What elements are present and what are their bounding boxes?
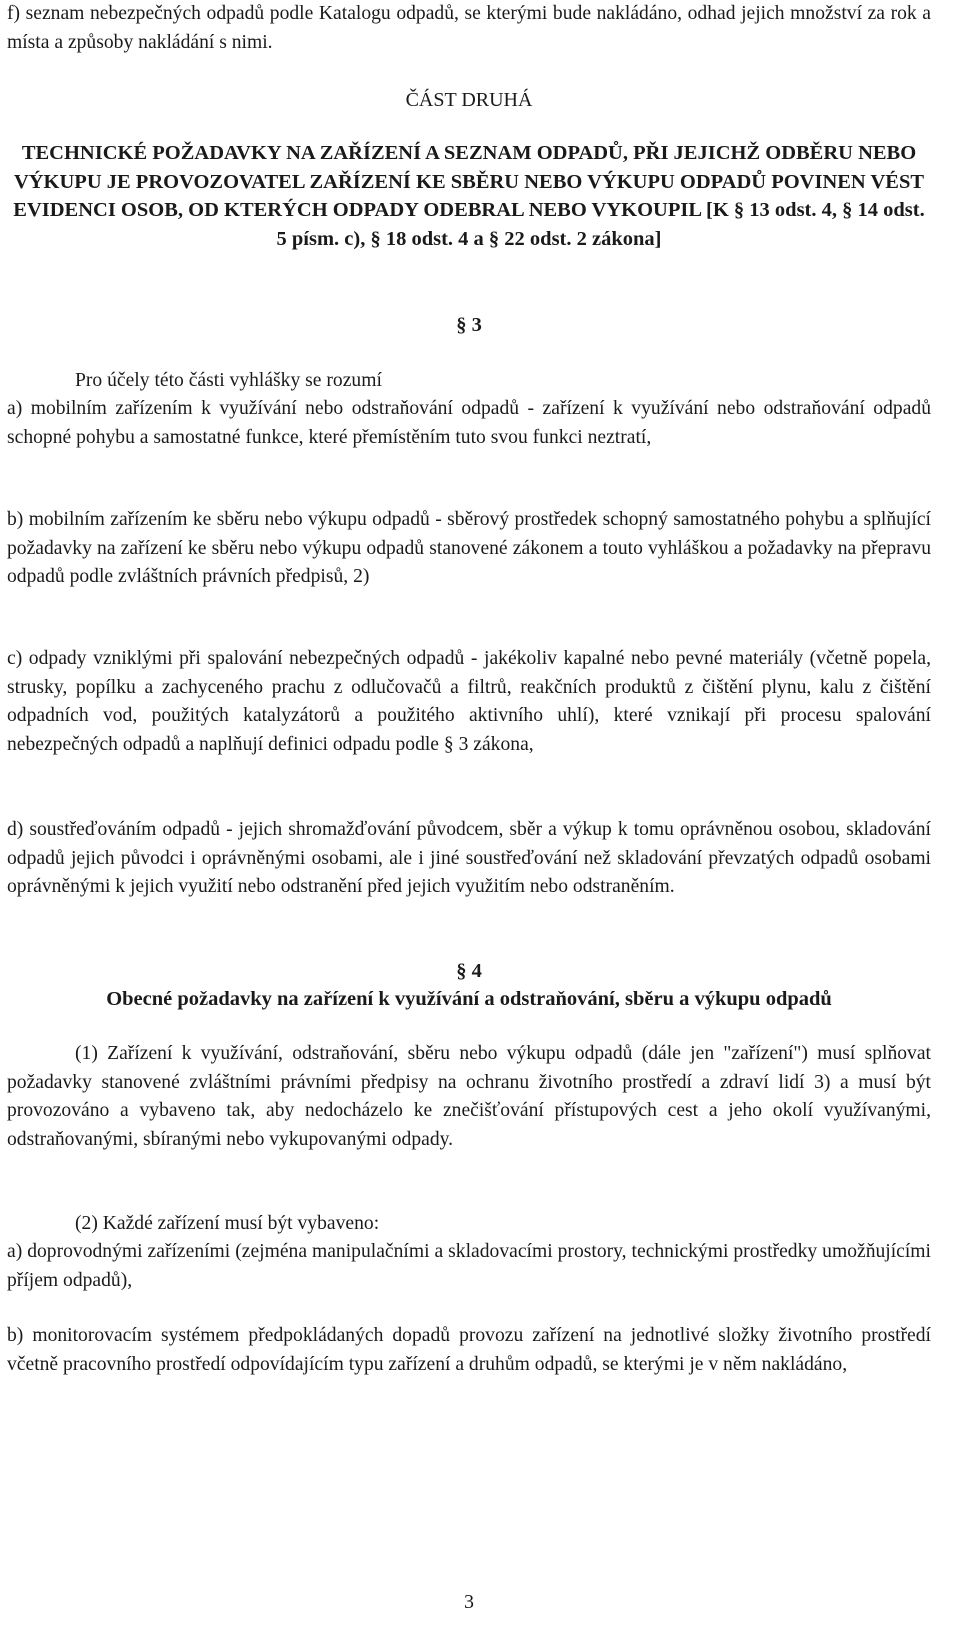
section-4-number: § 4	[456, 960, 482, 982]
part-heading: ČÁST DRUHÁ	[405, 89, 533, 111]
section-4-paragraph-2-item-b: b) monitorovacím systémem předpokládaných dopadů provozu zařízení na jednotlivé složky životního prostředí včetně pracovního prostředí odpovídajícím typu zařízení a druhům odpadů, se kterými je v něm nakládáno,	[7, 1325, 931, 1375]
intro-paragraph: f) seznam nebezpečných odpadů podle Katalogu odpadů, se kterými bude nakládáno, odhad jejich množství za rok a místa a způsoby nakládání s nimi.	[7, 3, 931, 53]
section-4-paragraph-2-item-a: a) doprovodnými zařízeními (zejména manipulačními a skladovacími prostory, technickými prostředky umožňujícími příjem odpadů),	[7, 1241, 931, 1291]
part-title: TECHNICKÉ POŽADAVKY NA ZAŘÍZENÍ A SEZNAM ODPADŮ, PŘI JEJICHŽ ODBĚRU NEBO VÝKUPU JE PROVOZOVATEL ZAŘÍZENÍ KE SBĚRU NEBO VÝKUPU ODPADŮ POVINEN VÉST EVIDENCI OSOB, OD KTERÝCH ODPADY ODEBRAL NEBO VYKOUPIL [K § 13 odst. 4, § 14 odst. 5 písm. c), § 18 odst. 4 a § 22 odst. 2 zákona]	[13, 142, 925, 250]
section-3-number: § 3	[456, 314, 482, 336]
section-3-item-d: d) soustřeďováním odpadů - jejich shromažďování původcem, sběr a výkup k tomu oprávněnou osobou, skladování odpadů jejich původci i oprávněnými osobami, ale i jiné soustřeďování než skladování převzatých odpadů osobami oprávněnými k jejich využití nebo odstranění před jejich využitím nebo odstraněním.	[7, 819, 931, 897]
section-4-paragraph-2-intro: (2) Každé zařízení musí být vybaveno:	[75, 1213, 380, 1234]
section-3-item-b: b) mobilním zařízením ke sběru nebo výkupu odpadů - sběrový prostředek schopný samostatného pohybu a splňující požadavky na zařízení ke sběru nebo výkupu odpadů stanovené zákonem a touto vyhláškou a požadavky na přepravu odpadů podle zvláštních právních předpisů, 2)	[7, 509, 931, 587]
section-3-item-a: a) mobilním zařízením k využívání nebo odstraňování odpadů - zařízení k využívání nebo odstraňování odpadů schopné pohybu a samostatné funkce, které přemístěním tuto svou funkci neztratí,	[7, 398, 931, 448]
section-3-intro: Pro účely této části vyhlášky se rozumí	[75, 370, 382, 391]
section-4-paragraph-1: (1) Zařízení k využívání, odstraňování, sběru nebo výkupu odpadů (dále jen "zařízení") musí splňovat požadavky stanovené zvláštními právními předpisy na ochranu životního prostředí a zdraví lidí 3) a musí být provozováno a vybaveno tak, aby nedocházelo ke znečišťování přístupových cest a jeho okolí využívanými, odstraňovanými, sbíranými nebo vykupovanými odpady.	[7, 1043, 931, 1150]
section-4-title: Obecné požadavky na zařízení k využívání a odstraňování, sběru a výkupu odpadů	[106, 988, 832, 1010]
section-3-item-c: c) odpady vzniklými při spalování nebezpečných odpadů - jakékoliv kapalné nebo pevné materiály (včetně popela, strusky, popílku a zachyceného prachu z odlučovačů a filtrů, reakčních produktů z čištění plynu, kalu z čištění odpadních vod, použitých katalyzátorů a použitého aktivního uhlí), které vznikají při procesu spalování nebezpečných odpadů a naplňují definici odpadu podle § 3 zákona,	[7, 648, 931, 755]
page-number: 3	[464, 1591, 474, 1613]
